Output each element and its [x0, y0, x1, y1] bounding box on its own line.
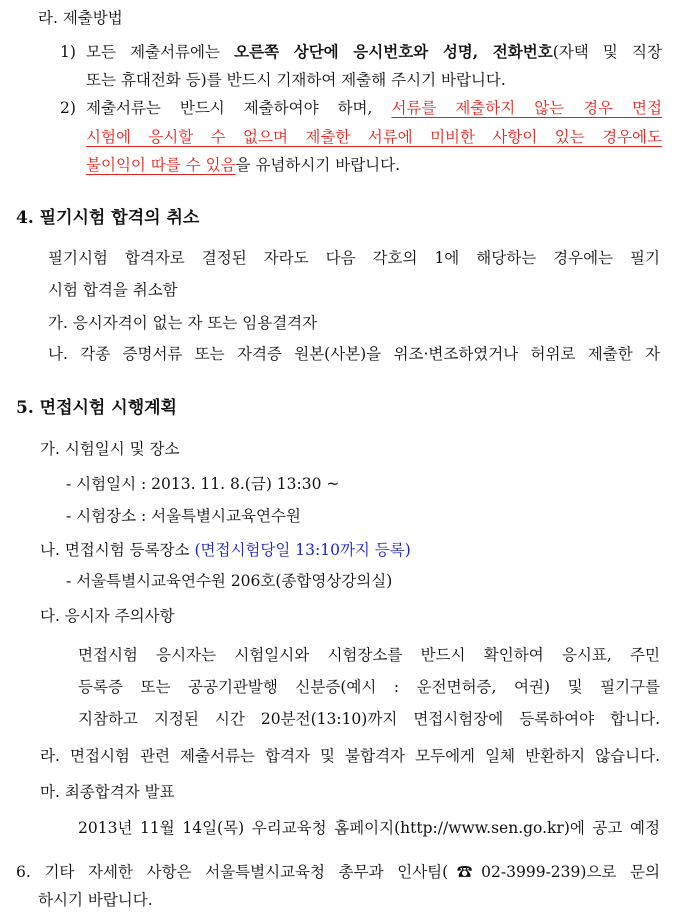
- text-span: 을 유념하시기 바랍니다.: [235, 156, 401, 174]
- section-6-line1: 6. 기타 자세한 사항은 서울특별시교육청 총무과 인사팀(☎02-3999-239)으로 문의: [16, 863, 660, 881]
- submission-item-1-line1: [86, 42, 662, 62]
- registration-room: - 서울특별시교육연수원 206호(종합영상강의실): [66, 572, 393, 590]
- section-5-title: 5. 면접시험 시행계획: [16, 398, 177, 418]
- submission-method-title: 라. 제출방법: [38, 9, 123, 27]
- final-announcement-text: 2013년 11월 14일(목) 우리교육청 홈페이지(http://www.sen.go.kr)에 공고 예정: [78, 819, 660, 837]
- section-4-paragraph-line2: 시험 합격을 취소함: [48, 281, 178, 299]
- applicant-notice-line3: 지참하고 지정된 시간 20분전(13:10)까지 면접시험장에 등록하여야 합니다.: [78, 710, 660, 728]
- cancellation-item-ga: 가. 응시자격이 없는 자 또는 임용결격자: [48, 314, 318, 332]
- submission-item-1-line2: 또는 휴대전화 등)를 반드시 기재하여 제출해 주시기 바랍니다.: [86, 71, 506, 89]
- text-span: 나. 면접시험 등록장소: [40, 541, 195, 559]
- text-span: 모든 제출서류에는: [86, 43, 235, 61]
- exam-date: - 시험일시 : 2013. 11. 8.(금) 13:30 ~: [66, 475, 340, 493]
- documents-not-returned: 라. 면접시험 관련 제출서류는 합격자 및 불합격자 모두에게 일체 반환하지 않습니다.: [40, 747, 660, 765]
- warning-text: 불이익이 따를 수 있음: [86, 156, 236, 174]
- exam-schedule-title: 가. 시험일시 및 장소: [40, 440, 180, 458]
- item-number-2: 2): [60, 99, 76, 117]
- warning-text-line2: 시험에 응시할 수 없으며 제출한 서류에 미비한 사항이 있는 경우에도: [86, 128, 662, 146]
- cancellation-item-na: 나. 각종 증명서류 또는 자격증 원본(사본)을 위조·변조하였거나 허위로 제출한 자: [48, 345, 660, 363]
- applicant-notice-line2: 등록증 또는 공공기관발행 신분증(예시 : 운전면허증, 여권) 및 필기구를: [78, 678, 660, 696]
- applicant-notice-line1: 면접시험 응시자는 시험일시와 시험장소를 반드시 확인하여 응시표, 주민: [78, 646, 660, 664]
- registration-deadline-note: (면접시험당일 13:10까지 등록): [194, 541, 411, 559]
- final-announcement-title: 마. 최종합격자 발표: [40, 783, 175, 801]
- text-span: (자택 및 직장: [552, 43, 662, 61]
- section-6-line2: 하시기 바랍니다.: [38, 891, 153, 909]
- text-span: 제출서류는 반드시 제출하여야 하며,: [86, 99, 392, 117]
- submission-item-2-line1: [86, 98, 662, 118]
- registration-place-title: [40, 540, 411, 560]
- submission-item-2-line3: [86, 155, 400, 175]
- exam-place: - 시험장소 : 서울특별시교육연수원: [66, 507, 301, 525]
- item-number-1: 1): [60, 43, 76, 61]
- section-4-title: 4. 필기시험 합격의 취소: [16, 208, 200, 228]
- emphasis-bold: 오른쪽 상단에 응시번호와 성명, 전화번호: [234, 42, 553, 61]
- applicant-notice-title: 다. 응시자 주의사항: [40, 607, 175, 625]
- section-4-paragraph-line1: 필기시험 합격자로 결정된 자라도 다음 각호의 1에 해당하는 경우에는 필기: [48, 249, 660, 267]
- warning-text: 서류를 제출하지 않는 경우 면접: [391, 99, 662, 117]
